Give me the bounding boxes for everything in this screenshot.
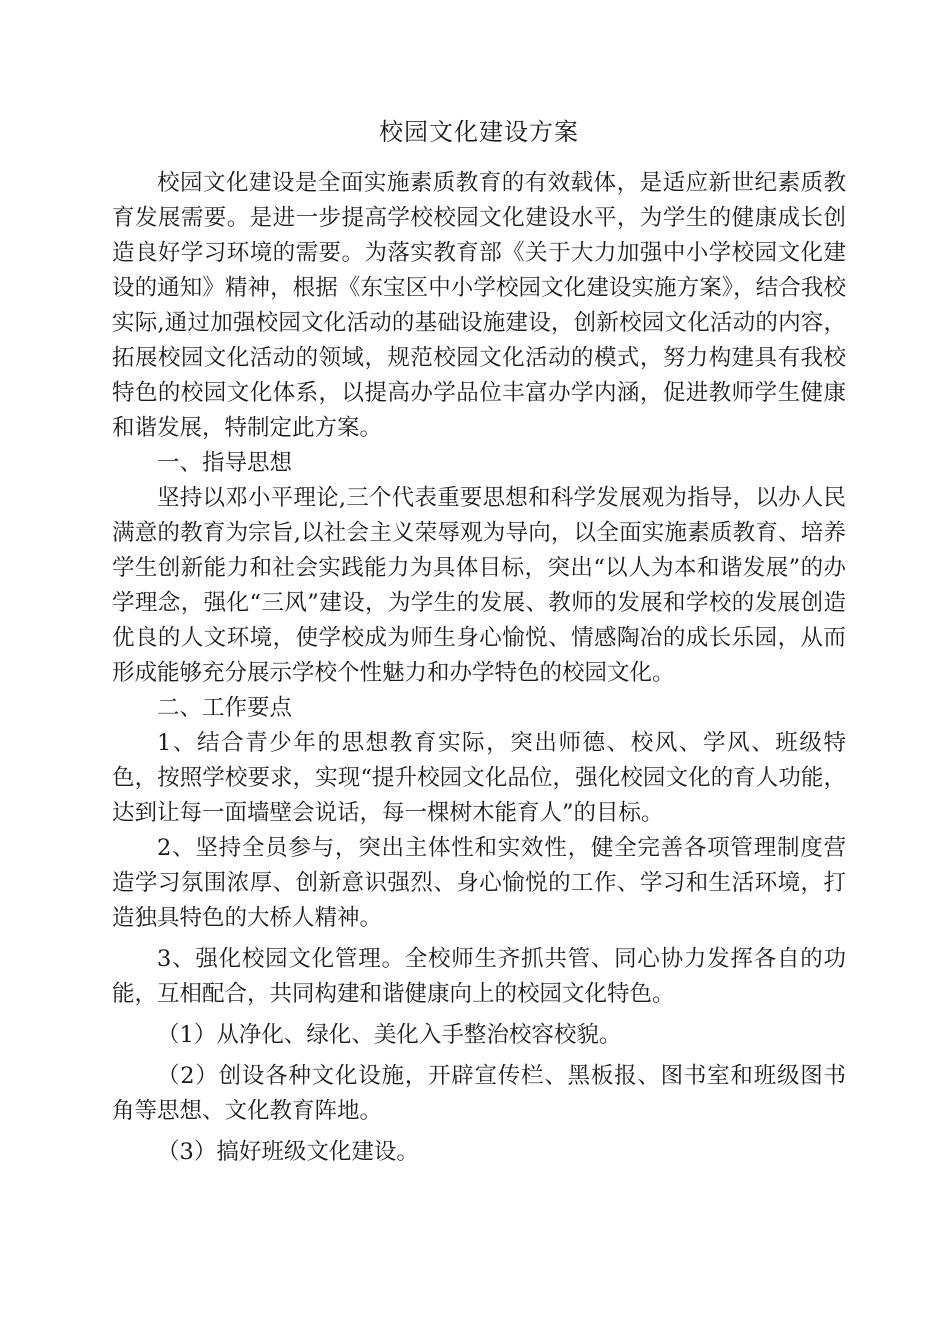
sub-point-3: （3）搞好班级文化建设。 <box>157 1139 419 1165</box>
document-body <box>112 114 846 1170</box>
guiding-ideology-paragraph: 坚持以邓小平理论,三个代表重要思想和科学发展观为指导，以办人民满意的教育为宗旨,以社会主义荣辱观为导向，以全面实施素质教育、培养学生创新能力和社会实践能力为具体目标，突出“以人为本和谐发展”的办学理念，强化“三风”建设，为学生的发展、教师的发展和学校的发展创造优良的人文环境，使学校成为师生身心愉悦、情感陶冶的成长乐园，从而形成能够充分展示学校个性魅力和办学特色的校园文化。 <box>112 485 846 686</box>
section-heading-work-points: 二、工作要点 <box>157 695 293 721</box>
work-point-3: 3、强化校园文化管理。全校师生齐抓共管、同心协力发挥各自的功能，互相配合，共同构建和谐健康向上的校园文化特色。 <box>112 946 846 1007</box>
document-title: 校园文化建设方案 <box>379 118 579 146</box>
sub-point-2: （2）创设各种文化设施，开辟宣传栏、黑板报、图书室和班级图书角等思想、文化教育阵地。 <box>112 1063 846 1124</box>
sub-point-1: （1）从净化、绿化、美化入手整治校容校貌。 <box>157 1022 622 1048</box>
work-point-1: 1、结合青少年的思想教育实际，突出师德、校风、学风、班级特色，按照学校要求，实现“提升校园文化品位，强化校园文化的育人功能，达到让每一面墙壁会说话，每一棵树木能育人”的目标。 <box>112 730 846 826</box>
work-point-2: 2、坚持全员参与，突出主体性和实效性，健全完善各项管理制度营造学习氛围浓厚、创新意识强烈、身心愉悦的工作、学习和生活环境，打造独具特色的大桥人精神。 <box>112 835 846 931</box>
section-heading-guiding-ideology: 一、指导思想 <box>157 450 293 476</box>
intro-paragraph: 校园文化建设是全面实施素质教育的有效载体，是适应新世纪素质教育发展需要。是进一步提高学校校园文化建设水平，为学生的健康成长创造良好学习环境的需要。为落实教育部《关于大力加强中小学校园文化建设的通知》精神，根据《东宝区中小学校园文化建设实施方案》，结合我校实际,通过加强校园文化活动的基础设施建设，创新校园文化活动的内容，拓展校园文化活动的领域，规范校园文化活动的模式，努力构建具有我校特色的校园文化体系，以提高办学品位丰富办学内涵，促进教师学生健康和谐发展，特制定此方案。 <box>112 170 846 441</box>
